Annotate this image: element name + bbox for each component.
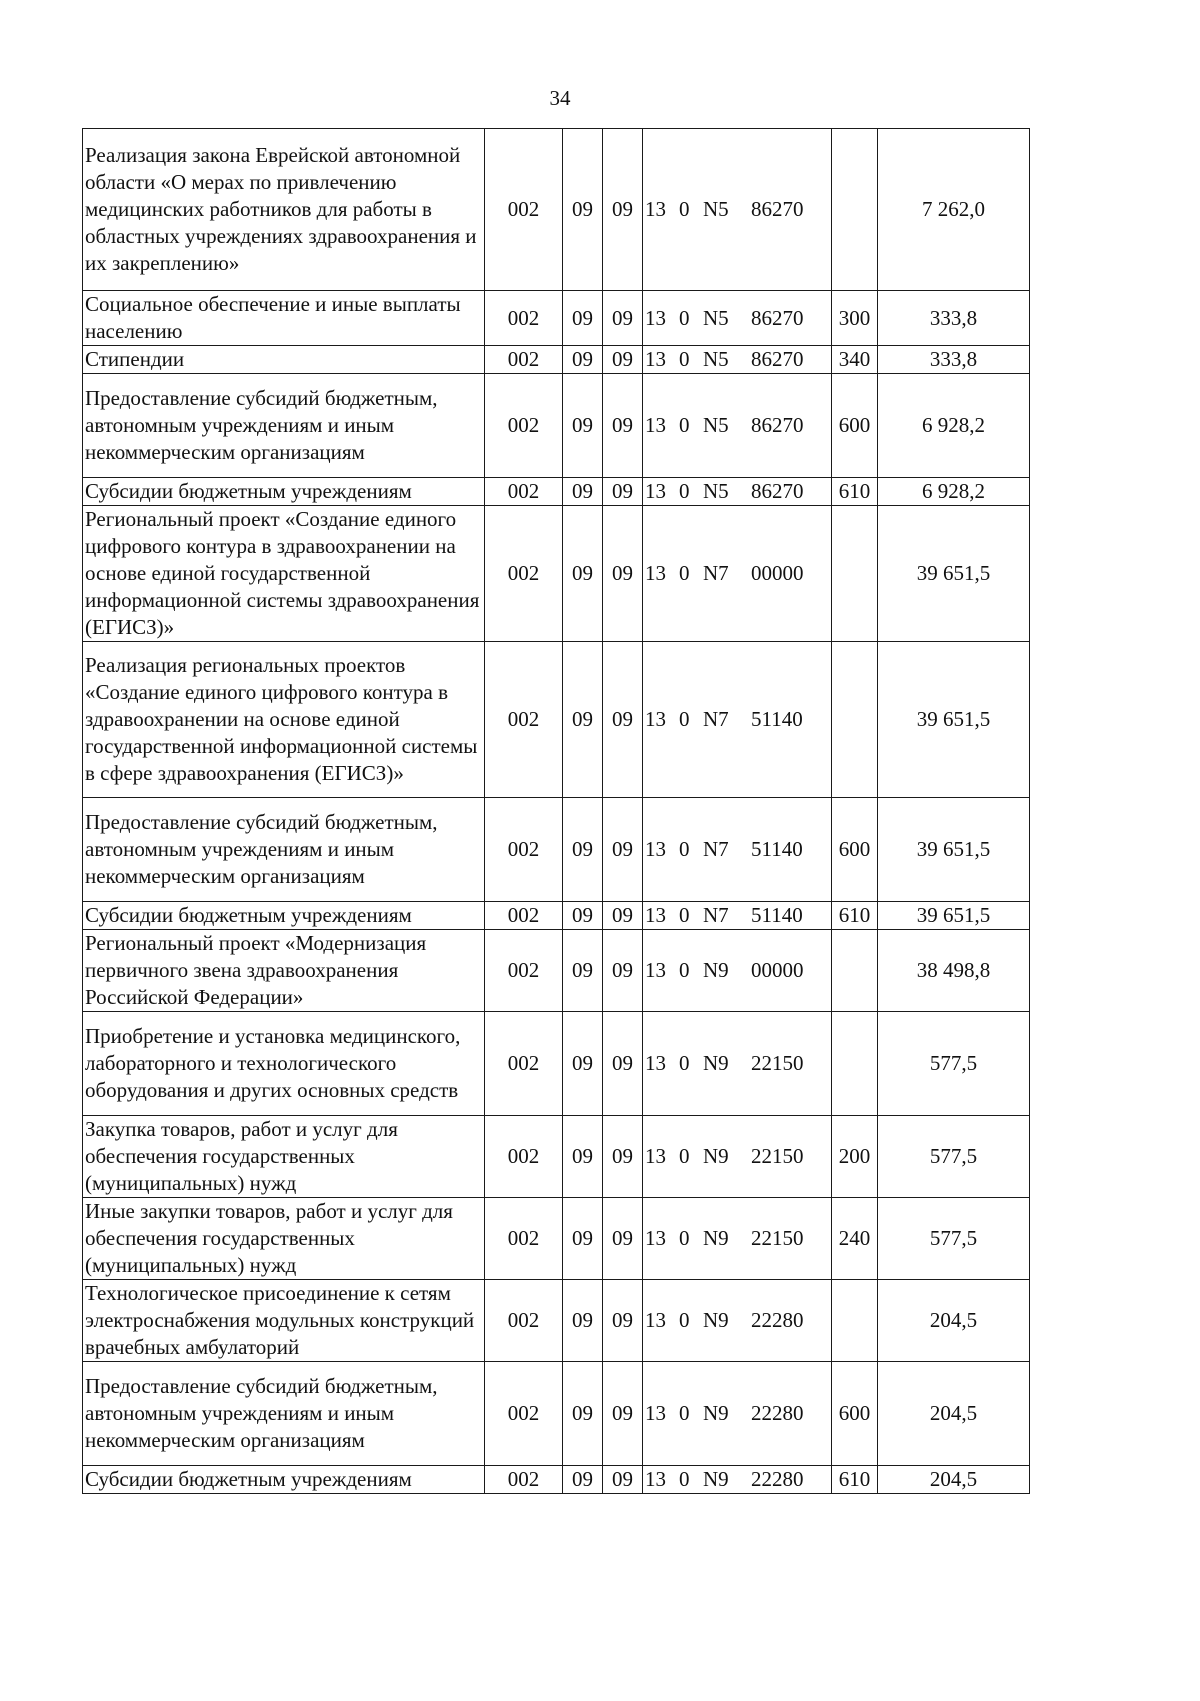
subsection-code-cell: 09 bbox=[603, 478, 643, 506]
subsection-code-cell: 09 bbox=[603, 129, 643, 291]
grbs-code-cell: 002 bbox=[485, 374, 563, 478]
section-code-cell: 09 bbox=[563, 1362, 603, 1466]
target-article-part: 51140 bbox=[751, 903, 803, 927]
target-article-cell bbox=[643, 129, 832, 291]
expense-name-cell: Предоставление субсидий бюджетным, автономным учреждениям и иным некоммерческим организациям bbox=[83, 374, 485, 478]
target-article-part: 13 bbox=[645, 903, 666, 927]
target-article-part: 0 bbox=[679, 1226, 690, 1250]
amount-cell: 577,5 bbox=[878, 1116, 1030, 1198]
target-article-part: 0 bbox=[679, 707, 690, 731]
target-article-part: 0 bbox=[679, 197, 690, 221]
section-code-cell: 09 bbox=[563, 1116, 603, 1198]
expense-name-cell: Региональный проект «Модернизация первичного звена здравоохранения Российской Федерации» bbox=[83, 930, 485, 1012]
subsection-code-cell: 09 bbox=[603, 1362, 643, 1466]
subsection-code-cell: 09 bbox=[603, 506, 643, 642]
target-article-part: 13 bbox=[645, 1401, 666, 1425]
amount-cell: 204,5 bbox=[878, 1362, 1030, 1466]
table-body bbox=[83, 129, 1030, 1494]
subsection-code-cell: 09 bbox=[603, 346, 643, 374]
table-row bbox=[83, 346, 1030, 374]
target-article-part: 51140 bbox=[751, 837, 803, 861]
subsection-code-cell: 09 bbox=[603, 1280, 643, 1362]
expense-type-code-cell bbox=[832, 930, 878, 1012]
page-number: 34 bbox=[549, 86, 571, 110]
table-row bbox=[83, 478, 1030, 506]
target-article-cell bbox=[643, 478, 832, 506]
target-article-part: 86270 bbox=[751, 479, 804, 503]
target-article-part: 22150 bbox=[751, 1144, 804, 1168]
table-row bbox=[83, 1198, 1030, 1280]
target-article-part: N7 bbox=[703, 837, 729, 861]
target-article-part: 51140 bbox=[751, 707, 803, 731]
target-article-cell bbox=[643, 291, 832, 346]
target-article-part: N9 bbox=[703, 1308, 729, 1332]
expense-type-code-cell: 200 bbox=[832, 1116, 878, 1198]
expense-name-cell: Социальное обеспечение и иные выплаты населению bbox=[83, 291, 485, 346]
subsection-code-cell: 09 bbox=[603, 1116, 643, 1198]
section-code-cell: 09 bbox=[563, 902, 603, 930]
target-article-part: N7 bbox=[703, 707, 729, 731]
expense-type-code-cell: 610 bbox=[832, 478, 878, 506]
target-article-part: N5 bbox=[703, 479, 729, 503]
target-article-part: N9 bbox=[703, 1467, 729, 1491]
subsection-code-cell: 09 bbox=[603, 930, 643, 1012]
expense-name-cell: Субсидии бюджетным учреждениям bbox=[83, 902, 485, 930]
expense-type-code-cell: 240 bbox=[832, 1198, 878, 1280]
target-article-cell bbox=[643, 1198, 832, 1280]
section-code-cell: 09 bbox=[563, 798, 603, 902]
target-article-part: 13 bbox=[645, 1308, 666, 1332]
target-article-cell bbox=[643, 798, 832, 902]
target-article-cell bbox=[643, 374, 832, 478]
section-code-cell: 09 bbox=[563, 346, 603, 374]
subsection-code-cell: 09 bbox=[603, 902, 643, 930]
target-article-cell bbox=[643, 642, 832, 798]
grbs-code-cell: 002 bbox=[485, 902, 563, 930]
target-article-cell bbox=[643, 902, 832, 930]
target-article-part: 13 bbox=[645, 837, 666, 861]
section-code-cell: 09 bbox=[563, 1466, 603, 1494]
target-article-part: 13 bbox=[645, 1467, 666, 1491]
expense-type-code-cell: 610 bbox=[832, 1466, 878, 1494]
target-article-part: N5 bbox=[703, 413, 729, 437]
expense-type-code-cell bbox=[832, 129, 878, 291]
section-code-cell: 09 bbox=[563, 1198, 603, 1280]
expense-name-cell: Региональный проект «Создание единого цифрового контура в здравоохранении на основе единой государственной информационной системы здравоохранения (ЕГИСЗ)» bbox=[83, 506, 485, 642]
grbs-code-cell: 002 bbox=[485, 930, 563, 1012]
table-row bbox=[83, 374, 1030, 478]
amount-cell: 577,5 bbox=[878, 1198, 1030, 1280]
target-article-part: 86270 bbox=[751, 413, 804, 437]
grbs-code-cell: 002 bbox=[485, 1280, 563, 1362]
target-article-part: 22280 bbox=[751, 1308, 804, 1332]
table-row bbox=[83, 506, 1030, 642]
grbs-code-cell: 002 bbox=[485, 291, 563, 346]
target-article-part: 0 bbox=[679, 347, 690, 371]
expense-type-code-cell: 600 bbox=[832, 798, 878, 902]
target-article-part: 0 bbox=[679, 561, 690, 585]
amount-cell: 39 651,5 bbox=[878, 902, 1030, 930]
expense-type-code-cell: 300 bbox=[832, 291, 878, 346]
amount-cell: 6 928,2 bbox=[878, 374, 1030, 478]
subsection-code-cell: 09 bbox=[603, 1466, 643, 1494]
target-article-part: 0 bbox=[679, 1308, 690, 1332]
target-article-part: 0 bbox=[679, 1467, 690, 1491]
grbs-code-cell: 002 bbox=[485, 506, 563, 642]
table-row bbox=[83, 291, 1030, 346]
section-code-cell: 09 bbox=[563, 478, 603, 506]
target-article-cell bbox=[643, 1362, 832, 1466]
target-article-part: N5 bbox=[703, 305, 729, 330]
target-article-part: 22150 bbox=[751, 1051, 804, 1075]
target-article-part: 0 bbox=[679, 305, 690, 330]
expense-name-cell: Субсидии бюджетным учреждениям bbox=[83, 478, 485, 506]
table-row bbox=[83, 1116, 1030, 1198]
expense-name-cell: Предоставление субсидий бюджетным, автономным учреждениям и иным некоммерческим организациям bbox=[83, 798, 485, 902]
target-article-part: 13 bbox=[645, 197, 666, 221]
grbs-code-cell: 002 bbox=[485, 798, 563, 902]
target-article-part: 13 bbox=[645, 479, 666, 503]
target-article-part: 0 bbox=[679, 1401, 690, 1425]
target-article-part: 13 bbox=[645, 413, 666, 437]
table-row bbox=[83, 642, 1030, 798]
grbs-code-cell: 002 bbox=[485, 1012, 563, 1116]
expense-name-cell: Стипендии bbox=[83, 346, 485, 374]
expense-name-cell: Предоставление субсидий бюджетным, автономным учреждениям и иным некоммерческим организациям bbox=[83, 1362, 485, 1466]
target-article-part: 13 bbox=[645, 347, 666, 371]
expense-type-code-cell: 600 bbox=[832, 1362, 878, 1466]
section-code-cell: 09 bbox=[563, 642, 603, 798]
target-article-part: 13 bbox=[645, 561, 666, 585]
target-article-part: 86270 bbox=[751, 305, 804, 330]
subsection-code-cell: 09 bbox=[603, 374, 643, 478]
target-article-part: 86270 bbox=[751, 347, 804, 371]
amount-cell: 333,8 bbox=[878, 346, 1030, 374]
target-article-part: 13 bbox=[645, 305, 666, 330]
expense-name-cell: Иные закупки товаров, работ и услуг для обеспечения государственных (муниципальных) нужд bbox=[83, 1198, 485, 1280]
expense-type-code-cell: 610 bbox=[832, 902, 878, 930]
amount-cell: 6 928,2 bbox=[878, 478, 1030, 506]
grbs-code-cell: 002 bbox=[485, 129, 563, 291]
target-article-part: 0 bbox=[679, 413, 690, 437]
subsection-code-cell: 09 bbox=[603, 1012, 643, 1116]
table-row bbox=[83, 1280, 1030, 1362]
target-article-part: 00000 bbox=[751, 958, 804, 982]
table-row bbox=[83, 129, 1030, 291]
amount-cell: 39 651,5 bbox=[878, 798, 1030, 902]
amount-cell: 204,5 bbox=[878, 1466, 1030, 1494]
target-article-part: 0 bbox=[679, 903, 690, 927]
expense-name-cell: Закупка товаров, работ и услуг для обеспечения государственных (муниципальных) нужд bbox=[83, 1116, 485, 1198]
expense-type-code-cell: 600 bbox=[832, 374, 878, 478]
target-article-part: 0 bbox=[679, 837, 690, 861]
expense-type-code-cell: 340 bbox=[832, 346, 878, 374]
subsection-code-cell: 09 bbox=[603, 798, 643, 902]
section-code-cell: 09 bbox=[563, 506, 603, 642]
grbs-code-cell: 002 bbox=[485, 642, 563, 798]
amount-cell: 38 498,8 bbox=[878, 930, 1030, 1012]
grbs-code-cell: 002 bbox=[485, 1466, 563, 1494]
grbs-code-cell: 002 bbox=[485, 1116, 563, 1198]
target-article-part: N7 bbox=[703, 903, 729, 927]
target-article-part: 13 bbox=[645, 1144, 666, 1168]
target-article-part: N9 bbox=[703, 1144, 729, 1168]
target-article-cell bbox=[643, 1280, 832, 1362]
target-article-cell bbox=[643, 346, 832, 374]
table-row bbox=[83, 1012, 1030, 1116]
target-article-part: 0 bbox=[679, 479, 690, 503]
table-row bbox=[83, 1466, 1030, 1494]
expense-name-cell: Субсидии бюджетным учреждениям bbox=[83, 1466, 485, 1494]
section-code-cell: 09 bbox=[563, 1280, 603, 1362]
target-article-part: 13 bbox=[645, 707, 666, 731]
table-row bbox=[83, 902, 1030, 930]
target-article-part: N5 bbox=[703, 197, 729, 221]
target-article-part: 0 bbox=[679, 1144, 690, 1168]
expense-name-cell: Приобретение и установка медицинского, лабораторного и технологического оборудования и других основных средств bbox=[83, 1012, 485, 1116]
target-article-cell bbox=[643, 506, 832, 642]
target-article-part: N5 bbox=[703, 347, 729, 371]
expense-name-cell: Реализация закона Еврейской автономной области «О мерах по привлечению медицинских работников для работы в областных учреждениях здравоохранения и их закреплению» bbox=[83, 129, 485, 291]
budget-table bbox=[82, 128, 1030, 1494]
target-article-cell bbox=[643, 1116, 832, 1198]
target-article-part: N9 bbox=[703, 1401, 729, 1425]
grbs-code-cell: 002 bbox=[485, 1362, 563, 1466]
subsection-code-cell: 09 bbox=[603, 1198, 643, 1280]
target-article-part: 22280 bbox=[751, 1467, 804, 1491]
grbs-code-cell: 002 bbox=[485, 478, 563, 506]
section-code-cell: 09 bbox=[563, 291, 603, 346]
section-code-cell: 09 bbox=[563, 930, 603, 1012]
amount-cell: 333,8 bbox=[878, 291, 1030, 346]
target-article-part: 0 bbox=[679, 958, 690, 982]
subsection-code-cell: 09 bbox=[603, 291, 643, 346]
expense-name-cell: Технологическое присоединение к сетям электроснабжения модульных конструкций врачебных амбулаторий bbox=[83, 1280, 485, 1362]
expense-type-code-cell bbox=[832, 1012, 878, 1116]
target-article-cell bbox=[643, 930, 832, 1012]
target-article-part: N9 bbox=[703, 1051, 729, 1075]
amount-cell: 204,5 bbox=[878, 1280, 1030, 1362]
target-article-part: 22280 bbox=[751, 1401, 804, 1425]
expense-type-code-cell bbox=[832, 642, 878, 798]
grbs-code-cell: 002 bbox=[485, 346, 563, 374]
table-row bbox=[83, 1362, 1030, 1466]
section-code-cell: 09 bbox=[563, 1012, 603, 1116]
target-article-part: N9 bbox=[703, 1226, 729, 1250]
target-article-cell bbox=[643, 1466, 832, 1494]
target-article-part: 0 bbox=[679, 1051, 690, 1075]
amount-cell: 39 651,5 bbox=[878, 506, 1030, 642]
expense-type-code-cell bbox=[832, 1280, 878, 1362]
target-article-part: N9 bbox=[703, 958, 729, 982]
target-article-part: N7 bbox=[703, 561, 729, 585]
amount-cell: 39 651,5 bbox=[878, 642, 1030, 798]
table-row bbox=[83, 930, 1030, 1012]
target-article-part: 22150 bbox=[751, 1226, 804, 1250]
grbs-code-cell: 002 bbox=[485, 1198, 563, 1280]
target-article-part: 00000 bbox=[751, 561, 804, 585]
section-code-cell: 09 bbox=[563, 374, 603, 478]
section-code-cell: 09 bbox=[563, 129, 603, 291]
expense-type-code-cell bbox=[832, 506, 878, 642]
target-article-part: 13 bbox=[645, 1051, 666, 1075]
table-row bbox=[83, 798, 1030, 902]
target-article-part: 86270 bbox=[751, 197, 804, 221]
target-article-part: 13 bbox=[645, 958, 666, 982]
amount-cell: 7 262,0 bbox=[878, 129, 1030, 291]
subsection-code-cell: 09 bbox=[603, 642, 643, 798]
target-article-part: 13 bbox=[645, 1226, 666, 1250]
expense-name-cell: Реализация региональных проектов «Создание единого цифрового контура в здравоохранении на основе единой государственной информационной системы в сфере здравоохранения (ЕГИСЗ)» bbox=[83, 642, 485, 798]
target-article-cell bbox=[643, 1012, 832, 1116]
amount-cell: 577,5 bbox=[878, 1012, 1030, 1116]
